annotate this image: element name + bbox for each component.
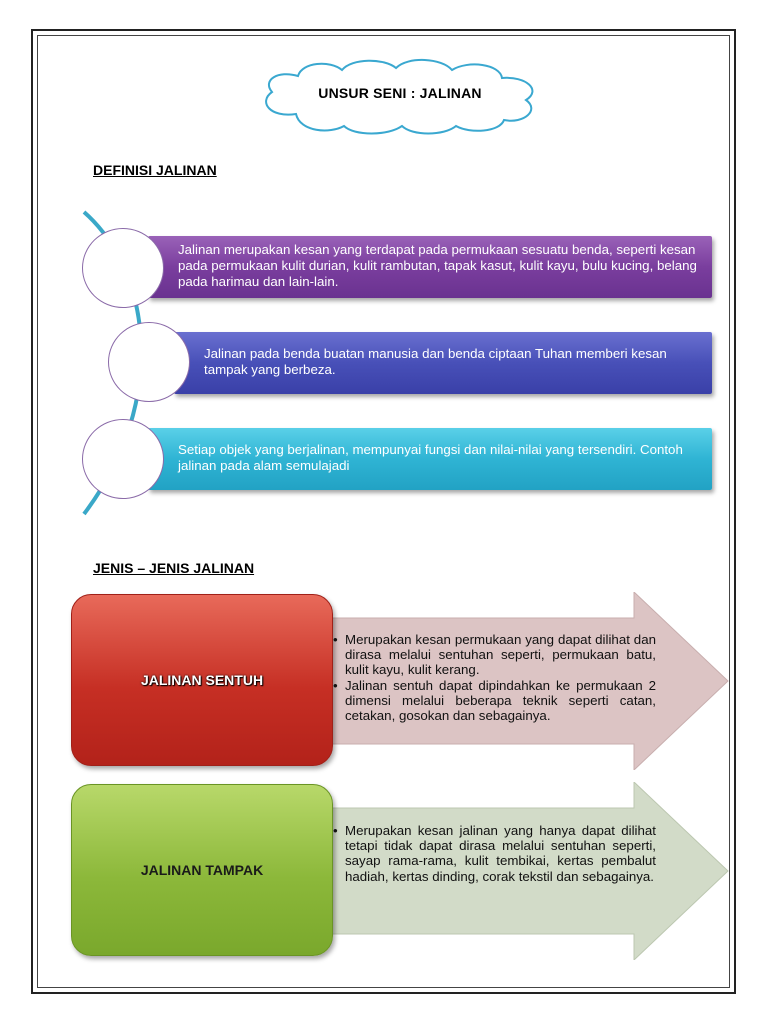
types-heading: JENIS – JENIS JALINAN [93,560,255,576]
definition-bullet-2 [108,322,190,402]
definition-bullet-1 [82,228,164,308]
page-title: UNSUR SENI : JALINAN [318,85,482,101]
sentuh-point-2: • Jalinan sentuh dapat dipindahkan ke permukaan 2 dimensi melalui beberapa teknik seperti catan, cetakan, gosokan dan sebagainya. [333,678,656,724]
sentuh-point-1: • Merupakan kesan permukaan yang dapat dilihat dan dirasa melalui sentuhan seperti, permukaan batu, kulit kayu, kulit kerang. [333,632,656,678]
tampak-description [333,823,656,884]
definition-bullet-3 [82,419,164,499]
jalinan-tampak-box [71,784,333,956]
jalinan-sentuh-box [71,594,333,766]
definition-item-1 [148,236,712,298]
definition-item-2 [174,332,712,394]
sentuh-description [333,632,656,723]
definition-heading: DEFINISI JALINAN [93,162,217,178]
tampak-point-1: • Merupakan kesan jalinan yang hanya dapat dilihat tetapi tidak dapat dirasa melalui sentuhan seperti, sayap rama-rama, kulit tembikai, kertas pembalut hadiah, kertas dinding, corak tekstil dan sebagainya. [333,823,656,884]
definition-item-2-text: Jalinan pada benda buatan manusia dan benda ciptaan Tuhan memberi kesan tampak yang berbeza. [204,346,667,377]
definition-item-3 [148,428,712,490]
jalinan-sentuh-label: JALINAN SENTUH [140,672,264,688]
jalinan-tampak-label: JALINAN TAMPAK [140,862,264,878]
definition-item-3-text: Setiap objek yang berjalinan, mempunyai fungsi dan nilai-nilai yang tersendiri. Contoh jalinan pada alam semulajadi [178,442,683,473]
definition-item-1-text: Jalinan merupakan kesan yang terdapat pada permukaan sesuatu benda, seperti kesan pada permukaan kulit durian, kulit rambutan, tapak kasut, kulit kayu, bulu kucing, belang pada harimau dan lain-lain. [178,242,697,289]
